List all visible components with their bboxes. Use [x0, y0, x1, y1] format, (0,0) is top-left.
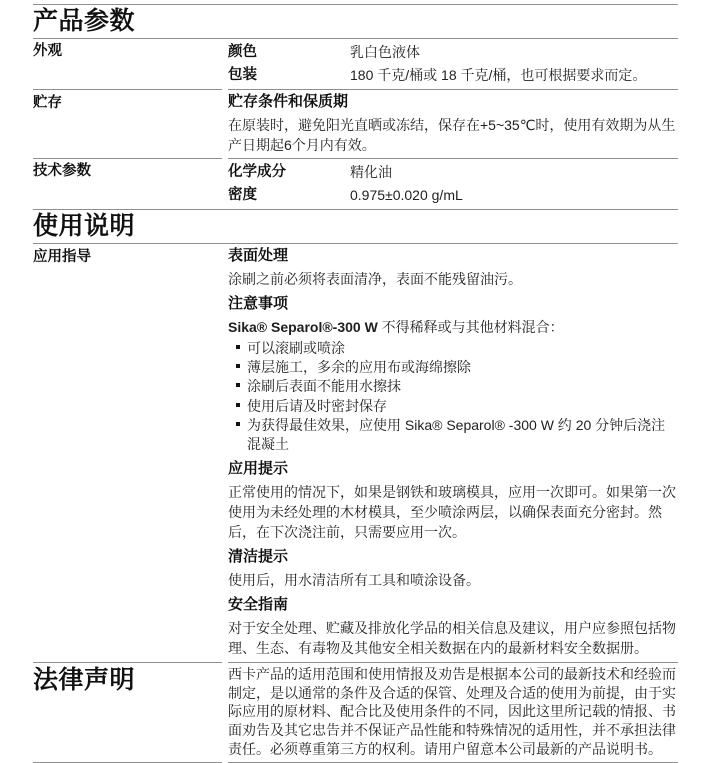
caution-intro	[228, 317, 678, 337]
caution-bullet-list	[228, 339, 678, 454]
kv-color	[228, 41, 678, 64]
bullet-square-icon	[236, 345, 240, 349]
legal-notice-text: 西卡产品的适用范围和使用情报及劝告是根据本公司的最新技术和经验而制定，是以通常的条件及合适的保管、处理及合适的使用为前提，由于实际应用的原材料、配合比及使用条件的不同，因此这里所记载的情报、书面劝告及其它忠告并不保证产品性能和特殊情况的适用性，并不承担法律责任。必须尊重第三方的权利。请用户留意本公司最新的产品说明书。	[228, 666, 676, 757]
chemistry-key: 化学成分	[228, 164, 286, 180]
section-title-product-params: 产品参数	[33, 7, 136, 35]
caution-heading: 注意事项	[228, 295, 289, 312]
density-key: 密度	[228, 187, 257, 203]
safety-guide-text: 对于安全处理、贮藏及排放化学品的相关信息及建议，用户应参照包括物理、生态、有毒物及其他安全相关数据在内的最新材料安全数据册。	[228, 620, 676, 657]
storage-conditions-heading: 贮存条件和保质期	[228, 93, 349, 110]
application-tip-heading: 应用提示	[228, 460, 289, 478]
application-tip-text: 正常使用的情况下，如果是钢铁和玻璃模具，应用一次即可。如果第一次使用为未经处理的木材模具，至少喷涂两层，以确保表面充分密封。然后，在下次浇注前，只需要应用一次。	[228, 484, 676, 541]
list-item: 可以滚刷或喷涂	[228, 339, 678, 358]
technical-label: 技术参数	[33, 163, 91, 179]
section-title-legal: 法律声明	[33, 666, 136, 695]
row-legal-notice	[33, 663, 678, 762]
section-title-usage: 使用说明	[33, 212, 136, 240]
bullet-square-icon	[236, 364, 240, 368]
row-separator	[33, 158, 678, 159]
kv-density	[228, 184, 678, 207]
packaging-key: 包装	[228, 67, 257, 83]
row-storage	[33, 90, 678, 158]
storage-conditions-text: 在原装时，避免阳光直晒或冻结，保存在+5~35℃时，使用有效期为从生产日期起6个月内有效。	[228, 117, 676, 153]
guidance-label: 应用指导	[33, 249, 91, 265]
color-key: 颜色	[228, 44, 257, 60]
row-technical	[33, 159, 678, 209]
list-item: 为获得最佳效果，应使用 Sika® Separol® -300 W 约 20 分钟后浇注混凝土	[228, 416, 678, 454]
row-appearance	[33, 39, 678, 89]
storage-label: 贮存	[33, 95, 62, 111]
density-value: 0.975±0.020 g/mL	[350, 187, 463, 203]
color-value: 乳白色液体	[350, 44, 420, 60]
packaging-value: 180 千克/桶或 18 千克/桶，也可根据要求而定。	[350, 67, 647, 83]
appearance-label: 外观	[33, 43, 62, 59]
surface-treatment-text: 涂刷之前必须将表面清净，表面不能残留油污。	[228, 271, 522, 287]
kv-packaging	[228, 64, 678, 87]
product-name: Sika® Separol®-300 W	[228, 319, 378, 335]
surface-treatment-heading: 表面处理	[228, 247, 289, 264]
safety-guide-heading: 安全指南	[228, 596, 289, 614]
row-application-guidance	[33, 244, 678, 662]
kv-chemistry	[228, 161, 678, 184]
list-item: 使用后请及时密封保存	[228, 397, 678, 416]
list-item: 涂刷后表面不能用水擦抹	[228, 377, 678, 396]
chemistry-value: 精化油	[350, 164, 392, 180]
bullet-square-icon	[236, 422, 240, 426]
cleaning-tip-heading: 清洁提示	[228, 548, 289, 566]
list-item: 薄层施工，多余的应用布或海绵擦除	[228, 358, 678, 377]
bullet-square-icon	[236, 403, 240, 407]
cleaning-tip-text: 使用后，用水清洁所有工具和喷涂设备。	[228, 572, 480, 589]
caution-intro-rest: 不得稀释或与其他材料混合：	[377, 319, 564, 335]
bullet-square-icon	[236, 383, 240, 387]
row-separator	[33, 89, 678, 90]
